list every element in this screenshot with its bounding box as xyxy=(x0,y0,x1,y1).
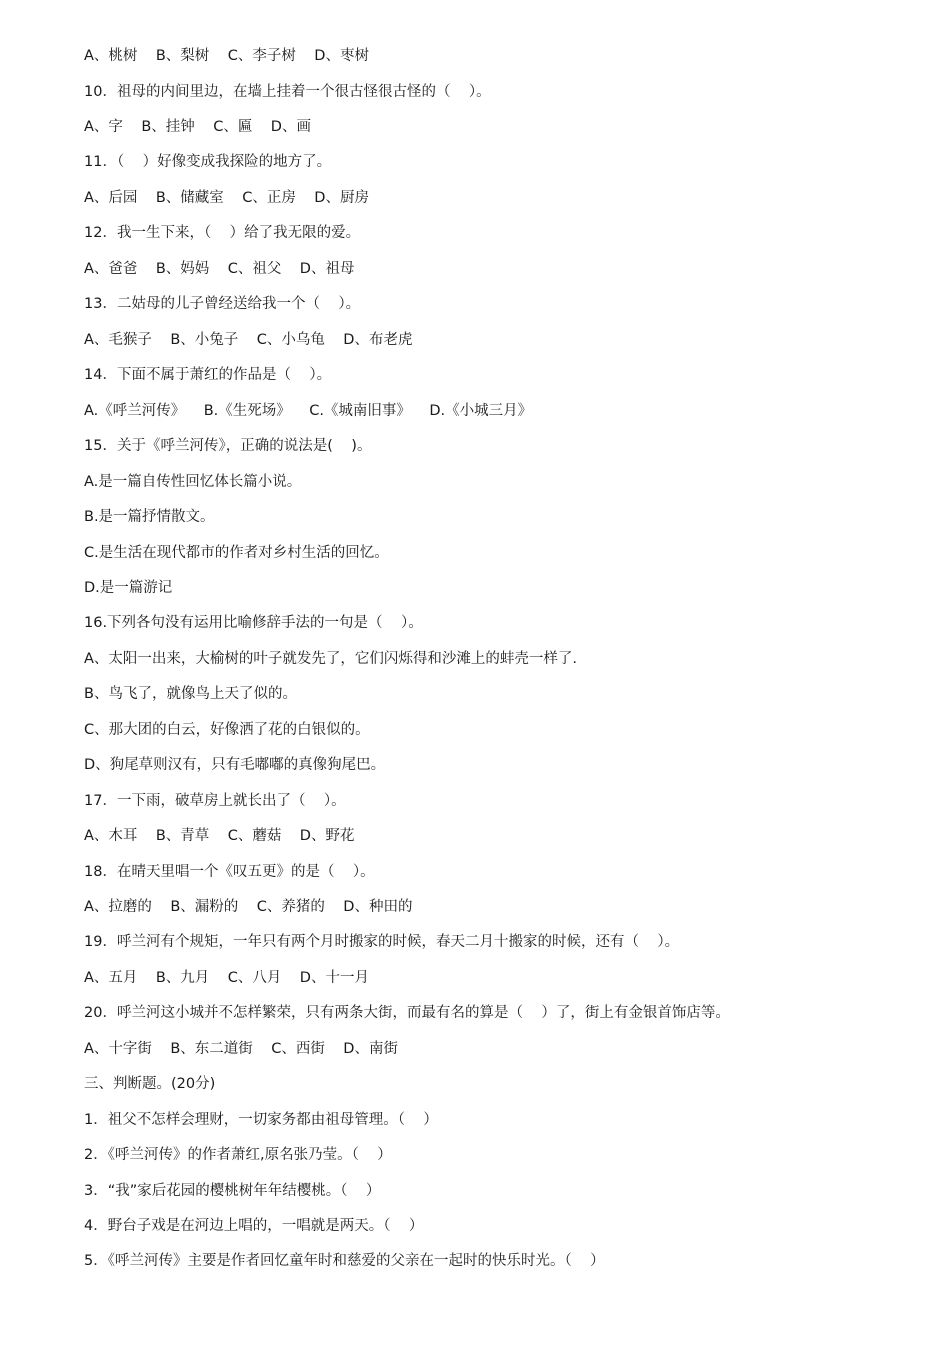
answer-options-9: A、桃树 B、梨树 C、李子树 D、枣树 xyxy=(84,48,369,64)
question-20: 20．呼兰河这小城并不怎样繁荣，只有两条大街，而最有名的算是（ ）了，街上有金银首饰店等。 xyxy=(84,1005,730,1021)
answer-option-16b: B、鸟飞了，就像鸟上天了似的。 xyxy=(84,686,297,702)
question-17: 17．一下雨，破草房上就长出了（ ）。 xyxy=(84,793,346,809)
answer-options-19: A、五月 B、九月 C、八月 D、十一月 xyxy=(84,970,369,986)
question-12: 12．我一生下来，（ ）给了我无限的爱。 xyxy=(84,225,361,241)
question-15: 15．关于《呼兰河传》，正确的说法是( )。 xyxy=(84,438,372,454)
judgement-item-1: 1．祖父不怎样会理财，一切家务都由祖母管理。（ ） xyxy=(84,1112,438,1128)
answer-options-18: A、拉磨的 B、漏粉的 C、养猪的 D、种田的 xyxy=(84,899,413,915)
answer-options-20: A、十字街 B、东二道街 C、西街 D、南街 xyxy=(84,1041,398,1057)
section-heading-judgement: 三、判断题。(20分) xyxy=(84,1076,216,1092)
judgement-item-4: 4．野台子戏是在河边上唱的，一唱就是两天。（ ） xyxy=(84,1218,424,1234)
answer-options-13: A、毛猴子 B、小兔子 C、小乌龟 D、布老虎 xyxy=(84,332,413,348)
answer-option-15c: C.是生活在现代都市的作者对乡村生活的回忆。 xyxy=(84,545,389,561)
question-18: 18．在晴天里唱一个《叹五更》的是（ ）。 xyxy=(84,864,375,880)
answer-options-12: A、爸爸 B、妈妈 C、祖父 D、祖母 xyxy=(84,261,355,277)
question-16: 16.下列各句没有运用比喻修辞手法的一句是（ ）。 xyxy=(84,615,423,631)
answer-options-17: A、木耳 B、青草 C、蘑菇 D、野花 xyxy=(84,828,355,844)
answer-options-11: A、后园 B、储藏室 C、正房 D、厨房 xyxy=(84,190,369,206)
answer-option-16c: C、那大团的白云，好像洒了花的白银似的。 xyxy=(84,722,370,738)
question-13: 13．二姑母的儿子曾经送给我一个（ ）。 xyxy=(84,296,361,312)
question-14: 14．下面不属于萧红的作品是（ ）。 xyxy=(84,367,332,383)
question-19: 19．呼兰河有个规矩，一年只有两个月时搬家的时候，春天二月十搬家的时候，还有（ ）。 xyxy=(84,934,680,950)
judgement-item-3: 3．“我”家后花园的樱桃树年年结樱桃。（ ） xyxy=(84,1183,381,1199)
judgement-item-2: 2．《呼兰河传》的作者萧红,原名张乃莹。（ ） xyxy=(84,1147,392,1163)
answer-options-10: A、字 B、挂钟 C、匾 D、画 xyxy=(84,119,311,135)
question-11: 11．（ ）好像变成我探险的地方了。 xyxy=(84,154,332,170)
answer-option-16a: A、太阳一出来，大榆树的叶子就发先了，它们闪烁得和沙滩上的蚌壳一样了. xyxy=(84,651,578,667)
answer-option-16d: D、狗尾草则汉有，只有毛嘟嘟的真像狗尾巴。 xyxy=(84,757,386,773)
answer-option-15d: D.是一篇游记 xyxy=(84,580,173,596)
answer-option-15b: B.是一篇抒情散文。 xyxy=(84,509,215,525)
question-10: 10．祖母的内间里边，在墙上挂着一个很古怪很古怪的（ ）。 xyxy=(84,84,491,100)
judgement-item-5: 5．《呼兰河传》主要是作者回忆童年时和慈爱的父亲在一起时的快乐时光。（ ） xyxy=(84,1253,605,1269)
answer-option-15a: A.是一篇自传性回忆体长篇小说。 xyxy=(84,474,302,490)
answer-options-14: A.《呼兰河传》 B.《生死场》 C.《城南旧事》 D.《小城三月》 xyxy=(84,403,533,419)
